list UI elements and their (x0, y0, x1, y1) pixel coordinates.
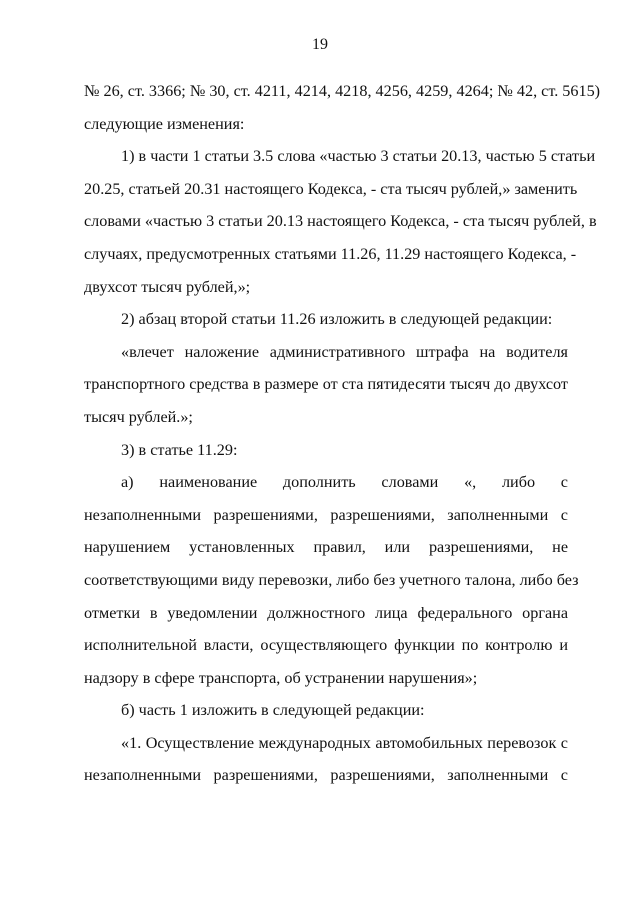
text-line: б) часть 1 изложить в следующей редакции: (121, 701, 425, 720)
text-line: нарушением установленных правил, или разрешениями, не (84, 538, 568, 557)
text-line: тысяч рублей.»; (84, 407, 193, 426)
text-line: отметки в уведомлении должностного лица федерального органа (84, 603, 568, 622)
text-line: незаполненными разрешениями, разрешениями, заполненными с (84, 766, 568, 785)
text-line: 20.25, статьей 20.31 настоящего Кодекса, - ста тысяч рублей,» заменить (84, 179, 578, 198)
page-number: 19 (312, 36, 328, 53)
text-line: «1. Осуществление международных автомобильных перевозок с (121, 733, 568, 752)
text-line: «влечет наложение административного штрафа на водителя (121, 342, 568, 361)
text-line: случаях, предусмотренных статьями 11.26, 11.29 настоящего Кодекса, - (84, 244, 577, 263)
text-line: 2) абзац второй статьи 11.26 изложить в следующей редакции: (121, 310, 553, 329)
text-line: транспортного средства в размере от ста пятидесяти тысяч до двухсот (84, 375, 568, 394)
text-line: незаполненными разрешениями, разрешениями, заполненными с (84, 505, 568, 524)
text-line: 1) в части 1 статьи 3.5 слова «частью 3 статьи 20.13, частью 5 статьи (121, 147, 596, 166)
text-line: 3) в статье 11.29: (121, 440, 238, 459)
text-line: № 26, ст. 3366; № 30, ст. 4211, 4214, 4218, 4256, 4259, 4264; № 42, ст. 5615) (84, 82, 601, 100)
text-line: двухсот тысяч рублей,»; (84, 277, 251, 296)
document-body (84, 75, 601, 792)
text-line: надзору в сфере транспорта, об устранении нарушения»; (84, 668, 478, 687)
text-line: словами «частью 3 статьи 20.13 настоящего Кодекса, - ста тысяч рублей, в (84, 212, 597, 231)
text-line: соответствующими виду перевозки, либо без учетного талона, либо без (84, 570, 579, 589)
text-line: исполнительной власти, осуществляющего функции по контролю и (84, 636, 568, 655)
text-line: следующие изменения: (84, 114, 245, 133)
text-line: а) наименование дополнить словами «, либо с (121, 473, 568, 492)
